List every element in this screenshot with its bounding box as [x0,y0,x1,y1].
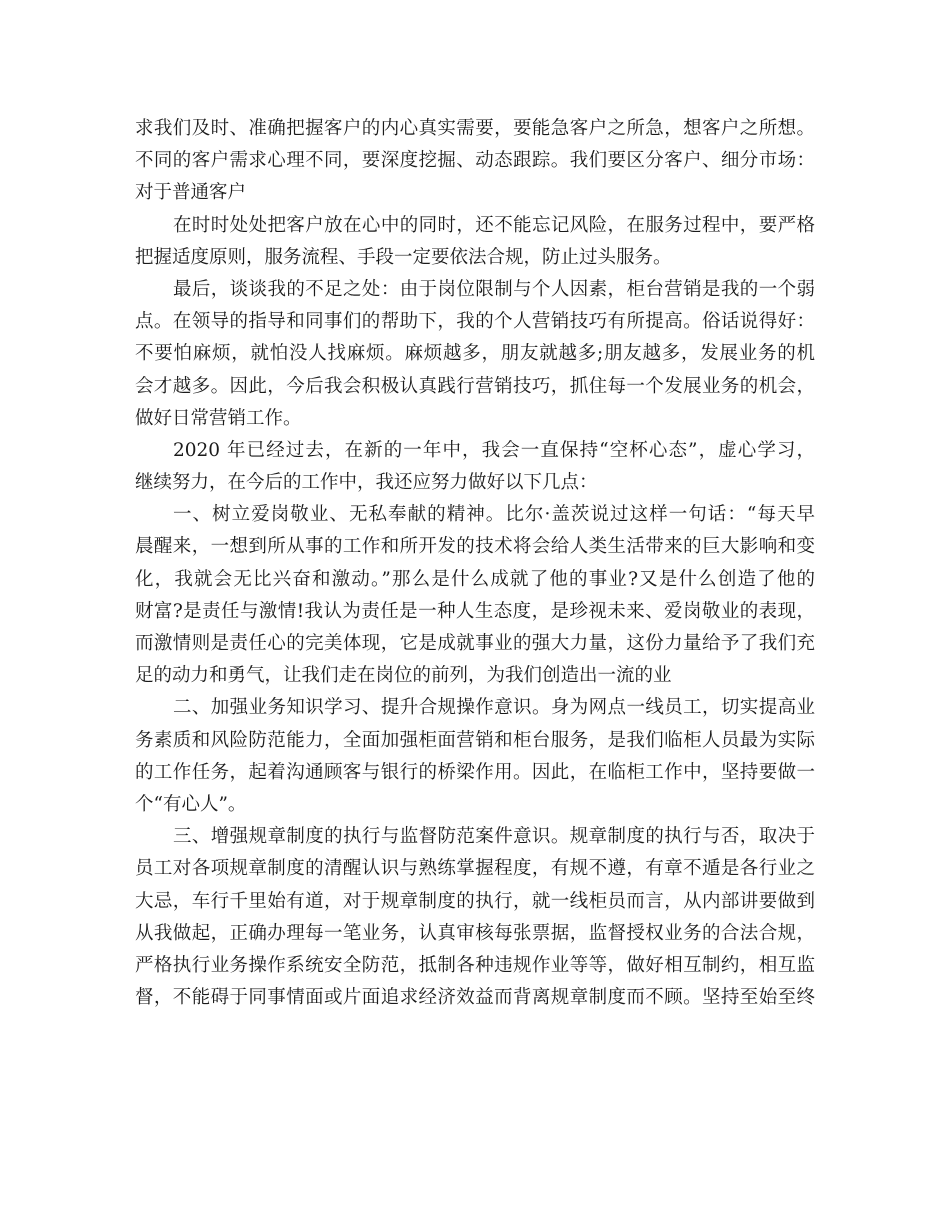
text-line: 二、加强业务知识学习、提升合规操作意识。身为网点一线员工，切实提高业 [173,697,815,719]
text-line: 务素质和风险防范能力，全面加强柜面营销和柜台服务，是我们临柜人员最为实际 [135,729,815,751]
text-line: 对于普通客户 [135,182,247,204]
text-line: 督，不能碍于同事情面或片面追求经济效益而背离规章制度而不顾。坚持至始至终 [135,987,815,1009]
text-line: 而激情则是责任心的完美体现，它是成就事业的强大力量，这份力量给予了我们充 [135,633,815,654]
text-line: 在时时处处把客户放在心中的同时，还不能忘记风险，在服务过程中，要严格 [173,214,815,236]
text-line: 求我们及时、准确把握客户的内心真实需要，要能急客户之所急，想客户之所想。 [135,118,815,139]
text-line: 最后，谈谈我的不足之处：由于岗位限制与个人因素，柜台营销是我的一个弱 [173,278,815,300]
text-line: 不同的客户需求心理不同，要深度挖掘、动态跟踪。我们要区分客户、细分市场： [135,150,815,172]
document-page [135,113,815,1014]
text-line: 大忌，车行千里始有道，对于规章制度的执行，就一线柜员而言，从内部讲要做到 [135,890,815,912]
text-line: 个“有心人”。 [135,793,247,815]
text-line: 一、树立爱岗敬业、无私奉献的精神。比尔·盖茨说过这样一句话：“每天早 [173,504,815,526]
text-line: 足的动力和勇气，让我们走在岗位的前列，为我们创造出一流的业 [135,665,672,687]
text-line: 财富?是责任与激情!我认为责任是一种人生态度，是珍视未来、爱岗敬业的表现， [135,600,815,622]
text-line: 严格执行业务操作系统安全防范，抵制各种违规作业等等，做好相互制约，相互监 [135,954,815,976]
text-line: 的工作任务，起着沟通顾客与银行的桥梁作用。因此，在临柜工作中，坚持要做一 [135,761,815,783]
text-line: 把握适度原则，服务流程、手段一定要依法合规，防止过头服务。 [135,246,672,268]
text-line: 点。在领导的指导和同事们的帮助下，我的个人营销技巧有所提高。俗话说得好： [135,311,815,333]
text-line: 继续努力，在今后的工作中，我还应努力做好以下几点： [135,472,598,494]
text-line: 会才越多。因此，今后我会积极认真践行营销技巧，抓住每一个发展业务的机会， [135,375,815,397]
text-line: 员工对各项规章制度的清醒认识与熟练掌握程度，有规不遵，有章不遁是各行业之 [135,858,815,880]
text-line: 做好日常营销工作。 [135,407,302,429]
text-line: 从我做起，正确办理每一笔业务，认真审核每张票据，监督授权业务的合法合规， [135,922,815,944]
text-line: 不要怕麻烦，就怕没人找麻烦。麻烦越多，朋友就越多;朋友越多，发展业务的机 [135,343,815,365]
text-line: 晨醒来，一想到所从事的工作和所开发的技术将会给人类生活带来的巨大影响和变 [135,536,815,558]
text-line: 2020 年已经过去，在新的一年中，我会一直保持“空杯心态”，虚心学习， [173,439,815,461]
text-line: 三、增强规章制度的执行与监督防范案件意识。规章制度的执行与否，取决于 [173,826,815,848]
text-line: 化，我就会无比兴奋和激动。”那么是什么成就了他的事业?又是什么创造了他的 [135,568,815,590]
